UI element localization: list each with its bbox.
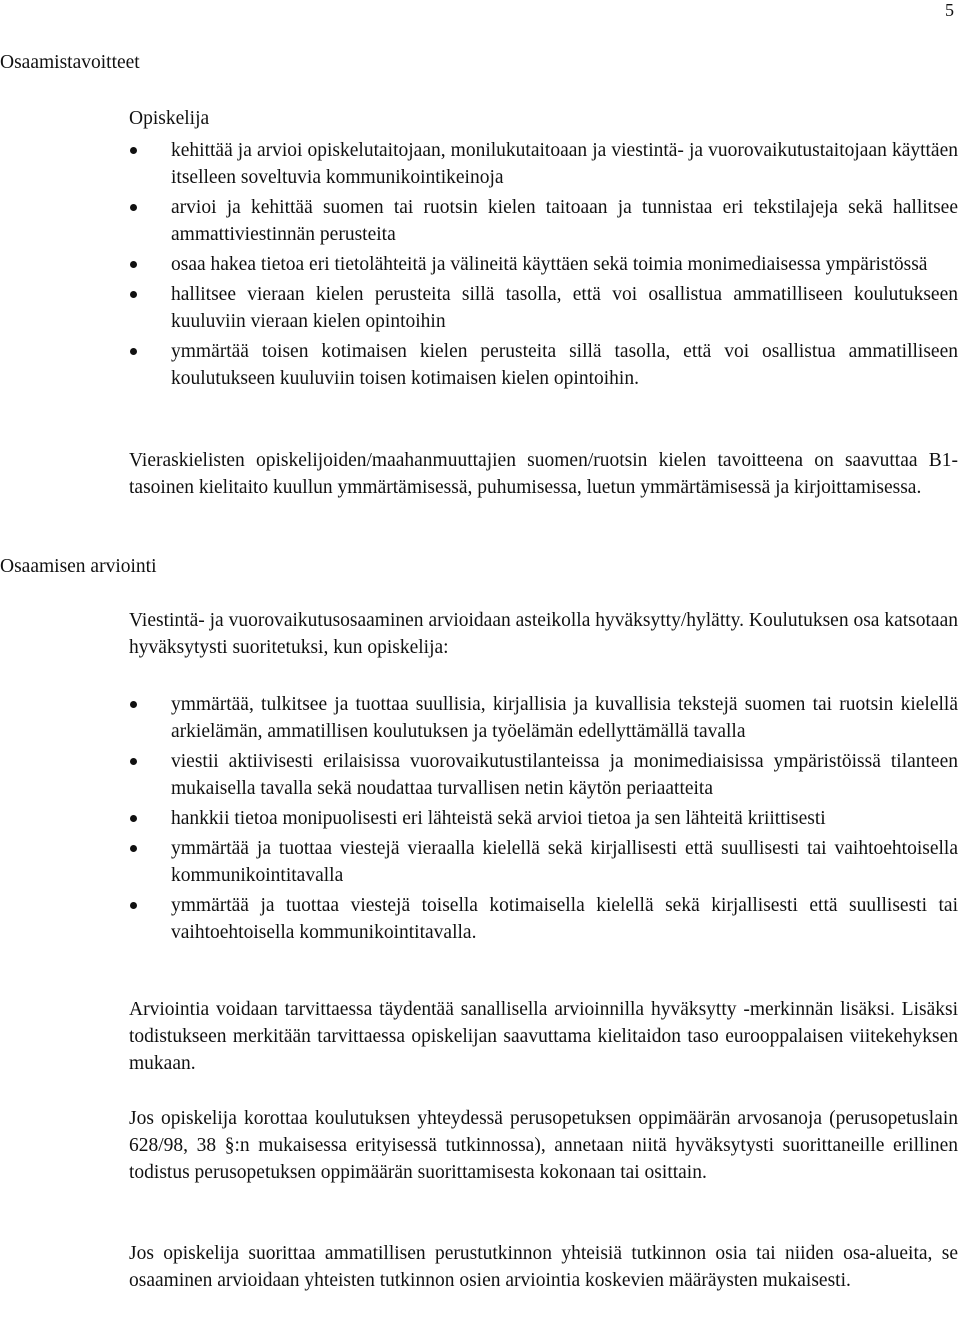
assessment-intro: Viestintä- ja vuorovaikutusosaaminen arvioidaan asteikolla hyväksytty/hylätty. Koulutuksen osa katsotaan hyväksytysti suoritetuksi, kun opiskelija: [129, 610, 958, 658]
section-heading-goals: Osaamistavoitteet [0, 52, 140, 73]
assessment-paragraph-basic-education: Jos opiskelija korottaa koulutuksen yhteydessä perusopetuksen oppimäärän arvosanoja (perusopetuslain 628/98, 38 §:n mukaisessa erityisessä tutkinnossa), annetaan niitä hyväksytysti suorittaneille erillinen todistus perusopetuksen oppimäärän suorittamisesta kokonaan tai osittain. [129, 1108, 958, 1183]
assessment-paragraph-common-units: Jos opiskelija suorittaa ammatillisen perustutkinnon yhteisiä tutkinnon osia tai niiden osa-alueita, se osaaminen arvioidaan yhteisten tutkinnon osien arviointia koskevien määräysten mukaisesti. [129, 1243, 958, 1291]
assessment-list [129, 691, 958, 946]
foreign-learners-paragraph: Vieraskielisten opiskelijoiden/maahanmuuttajien suomen/ruotsin kielen tavoitteena on saavuttaa B1-tasoinen kielitaito kuullun ymmärtämisessä, puhumisessa, luetun ymmärtämisessä ja kirjoittamisessa. [129, 450, 958, 498]
goals-lead: Opiskelija [129, 108, 210, 129]
list-item: ymmärtää toisen kotimaisen kielen perusteita sillä tasolla, että voi osallistua ammatilliseen koulutukseen kuuluviin toisen kotimaisen kielen opintoihin. [129, 338, 958, 392]
list-item: ymmärtää ja tuottaa viestejä toisella kotimaisella kielellä sekä kirjallisesti että suullisesti tai vaihtoehtoisella kommunikointitavalla. [129, 892, 958, 946]
goals-list [129, 137, 958, 392]
page-number: 5 [945, 0, 954, 20]
list-item: hankkii tietoa monipuolisesti eri lähteistä sekä arvioi tietoa ja sen lähteitä kriittisesti [129, 805, 958, 832]
assessment-paragraph-supplement: Arviointia voidaan tarvittaessa täydentää sanallisella arvioinnilla hyväksytty -merkinnän lisäksi. Lisäksi todistukseen merkitään tarvittaessa opiskelijan saavuttama kielitaidon taso eurooppalaisen viitekehyksen mukaan. [129, 999, 958, 1074]
section-heading-assessment: Osaamisen arviointi [0, 556, 157, 577]
list-item: ymmärtää, tulkitsee ja tuottaa suullisia, kirjallisia ja kuvallisia tekstejä suomen tai ruotsin kielellä arkielämän, ammatillisen koulutuksen ja työelämän edellyttämällä tavalla [129, 691, 958, 745]
list-item: ymmärtää ja tuottaa viestejä vieraalla kielellä sekä kirjallisesti että suullisesti tai vaihtoehtoisella kommunikointitavalla [129, 835, 958, 889]
assessment-block [129, 691, 958, 946]
list-item: osaa hakea tietoa eri tietolähteitä ja välineitä käyttäen sekä toimia monimediaisessa ympäristössä [129, 251, 958, 278]
list-item: kehittää ja arvioi opiskelutaitojaan, monilukutaitoaan ja viestintä- ja vuorovaikutustaitojaan käyttäen itselleen soveltuvia kommunikointikeinoja [129, 137, 958, 191]
list-item: viestii aktiivisesti erilaisissa vuorovaikutustilanteissa ja monimediaisissa ympäristöissä tilanteen mukaisella tavalla sekä noudattaa turvallisen netin käytön periaatteita [129, 748, 958, 802]
goals-block [129, 105, 958, 392]
list-item: hallitsee vieraan kielen perusteita sillä tasolla, että voi osallistua ammatilliseen koulutukseen kuuluviin vieraan kielen opintoihin [129, 281, 958, 335]
list-item: arvioi ja kehittää suomen tai ruotsin kielen taitoaan ja tunnistaa eri tekstilajeja sekä hallitsee ammattiviestinnän perusteita [129, 194, 958, 248]
